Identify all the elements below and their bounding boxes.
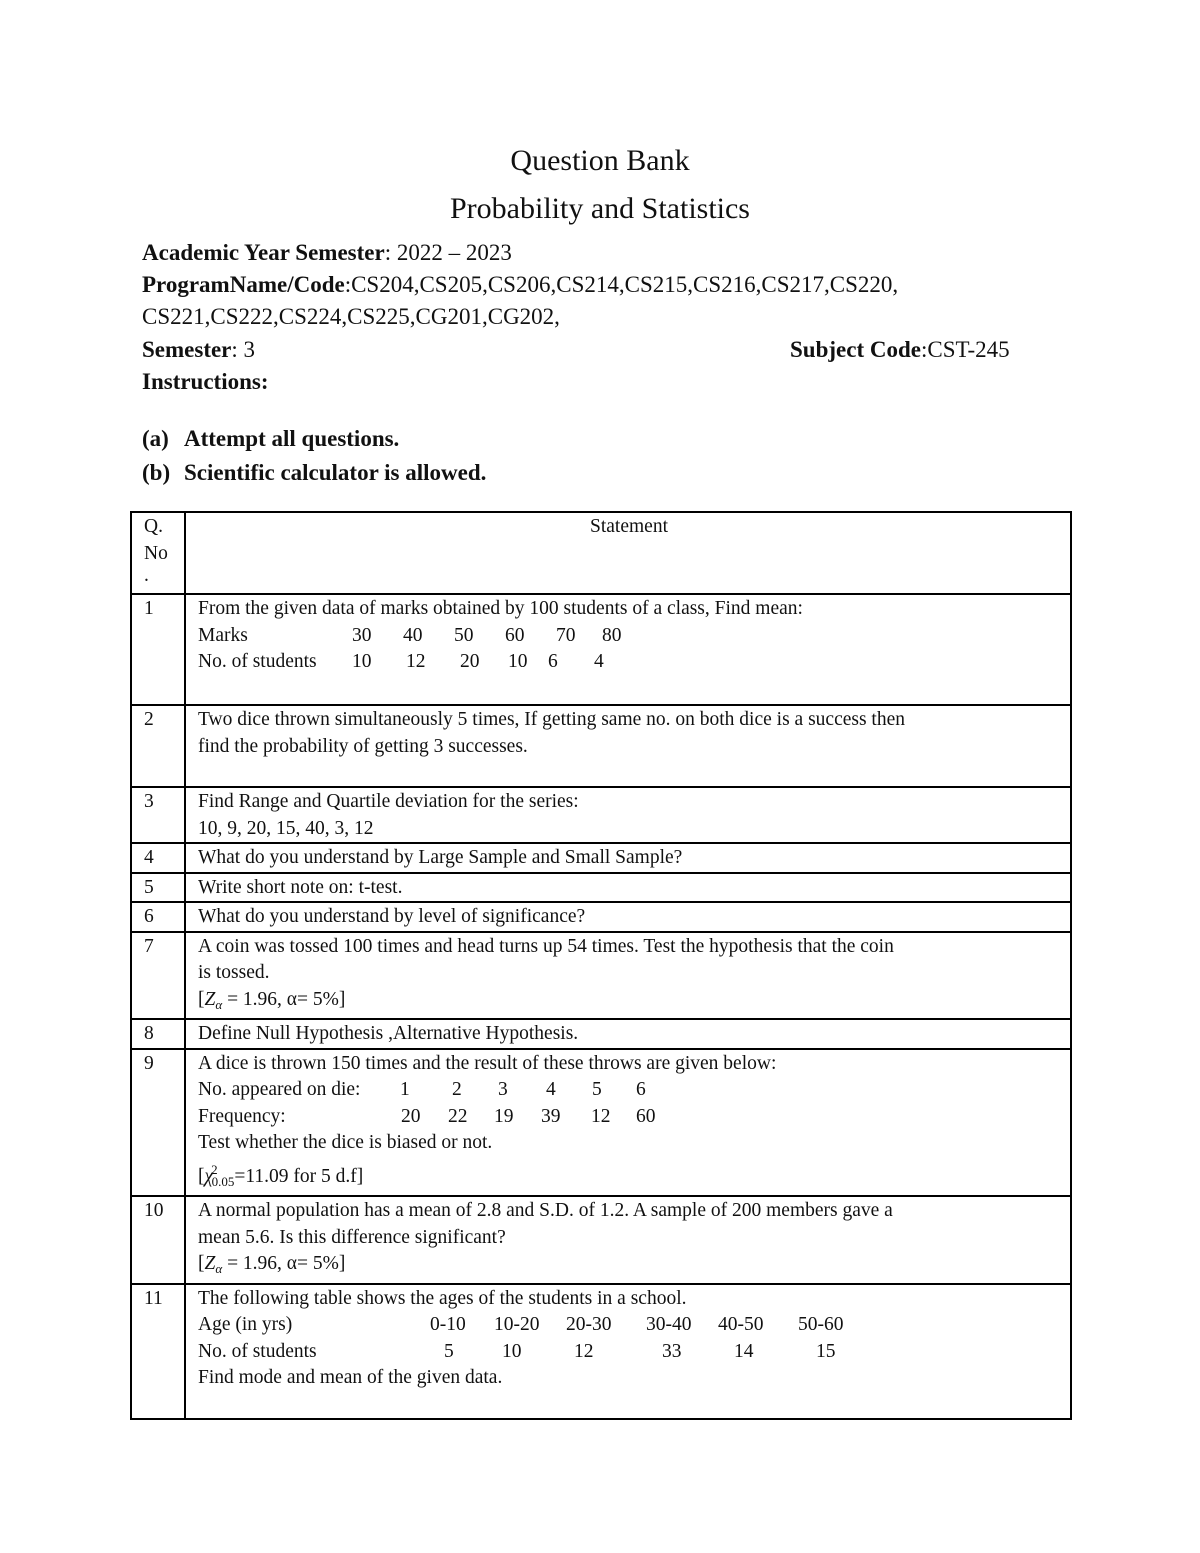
q-statement	[185, 1196, 1071, 1284]
table-row	[131, 1196, 1071, 1284]
q11-age-value: 20-30	[566, 1314, 612, 1335]
q9-die-value: 2	[452, 1079, 462, 1100]
chi-superscript: 2	[211, 1161, 218, 1177]
q9-frequency-value: 22	[448, 1105, 468, 1127]
q-statement	[185, 705, 1071, 787]
semester-line	[142, 333, 255, 366]
program-label: ProgramName/Code	[142, 272, 345, 297]
chi-symbol: χ	[204, 1165, 214, 1187]
instruction-a-label: (a)	[142, 426, 169, 451]
q1-marks-label: Marks	[198, 624, 248, 646]
q2-line-1: Two dice thrown simultaneously 5 times, If getting same no. on both dice is a success then	[198, 709, 905, 730]
q1-marks-value: 60	[505, 624, 525, 646]
z-symbol: Z	[204, 1253, 216, 1274]
academic-year-value: : 2022 – 2023	[384, 240, 512, 265]
q9-line-4: Test whether the dice is biased or not.	[198, 1132, 493, 1153]
q-statement	[185, 594, 1071, 705]
q11-age-row	[198, 1312, 1060, 1339]
q-statement	[185, 932, 1071, 1020]
q1-students-value: 6	[548, 651, 558, 672]
semester-label: Semester	[142, 337, 232, 362]
q9-frequency-value: 19	[494, 1105, 514, 1127]
instruction-b	[142, 460, 486, 486]
q10-line-1: A normal population has a mean of 2.8 and S.D. of 1.2. A sample of 200 members gave a	[198, 1200, 893, 1221]
q11-age-value: 0-10	[430, 1314, 466, 1335]
q9-line-1: A dice is thrown 150 times and the result of these throws are given below:	[198, 1052, 777, 1074]
q1-marks-value: 80	[602, 624, 622, 646]
table-row	[131, 787, 1071, 843]
q11-age-value: 30-40	[646, 1314, 692, 1335]
q11-line-1: The following table shows the ages of the students in a school.	[198, 1287, 687, 1309]
q-number: 10	[131, 1196, 185, 1284]
q9-die-label: No. appeared on die:	[198, 1079, 361, 1100]
q9-die-value: 4	[546, 1079, 556, 1100]
q11-students-value: 15	[816, 1340, 836, 1362]
q3-line-1: Find Range and Quartile deviation for the series:	[198, 791, 579, 812]
q7-line-1: A coin was tossed 100 times and head turns up 54 times. Test the hypothesis that the coin	[198, 935, 894, 957]
question-table	[130, 511, 1072, 1420]
q11-students-label: No. of students	[198, 1340, 317, 1362]
q-statement: Write short note on: t-test.	[185, 873, 1071, 903]
header-qno-line-2: No	[144, 542, 168, 564]
q11-age-value: 10-20	[494, 1314, 540, 1335]
q-number: 1	[131, 594, 185, 705]
q9-die-value: 6	[636, 1079, 646, 1100]
q-statement	[185, 787, 1071, 843]
q11-age-label: Age (in yrs)	[198, 1314, 293, 1335]
table-row	[131, 873, 1071, 903]
table-row	[131, 1049, 1071, 1197]
semester-value: : 3	[231, 337, 256, 362]
q9-die-value: 3	[498, 1079, 508, 1100]
q1-marks-value: 40	[403, 624, 423, 646]
q9-die-row	[198, 1077, 1060, 1104]
academic-year-line	[142, 236, 512, 269]
instruction-a	[142, 426, 399, 452]
instruction-b-text: Scientific calculator is allowed.	[184, 460, 487, 485]
table-header-row	[131, 512, 1071, 594]
document-subtitle: Probability and Statistics	[450, 192, 750, 225]
z-subscript: α	[215, 1261, 223, 1276]
table-row	[131, 843, 1071, 873]
z-symbol: Z	[204, 988, 216, 1010]
header-qno-line-1: Q.	[144, 516, 163, 537]
q1-students-label: No. of students	[198, 651, 317, 672]
q1-marks-value: 70	[556, 624, 576, 646]
q-number: 11	[131, 1284, 185, 1419]
q1-text: From the given data of marks obtained by 100 students of a class, Find mean:	[198, 598, 803, 619]
q-number: 3	[131, 787, 185, 843]
q7-formula: [$Z_\alpha = 1.96$, α= 5%]	[198, 988, 346, 1012]
q11-age-value: 50-60	[798, 1314, 844, 1335]
q9-frequency-value: 39	[541, 1105, 561, 1127]
q-number: 4	[131, 843, 185, 873]
q11-students-value: 33	[662, 1340, 682, 1362]
q9-formula-rest: =11.09 for 5 d.f]	[234, 1165, 364, 1187]
program-value-1: :CS204,CS205,CS206,CS214,CS215,CS216,CS217,CS220,	[344, 272, 899, 297]
document-title: Question Bank	[510, 144, 690, 177]
q3-line-2: 10, 9, 20, 15, 40, 3, 12	[198, 817, 374, 839]
q-statement: Define Null Hypothesis ,Alternative Hypothesis.	[185, 1019, 1071, 1049]
q11-line-4: Find mode and mean of the given data.	[198, 1367, 503, 1388]
q7-line-2: is tossed.	[198, 962, 270, 983]
q11-students-value: 14	[734, 1340, 754, 1362]
q9-formula: [$\chi^2_{0.05}=11.09$ for 5 d.f]	[198, 1161, 364, 1189]
q9-frequency-row	[198, 1104, 1060, 1131]
q10-line-2: mean 5.6. Is this difference significant?	[198, 1226, 506, 1248]
q11-students-value: 10	[502, 1340, 522, 1362]
table-row	[131, 902, 1071, 932]
academic-year-label: Academic Year Semester	[142, 240, 385, 265]
q-statement: What do you understand by level of significance?	[185, 902, 1071, 932]
q1-marks-row	[198, 623, 1060, 650]
instruction-a-text: Attempt all questions.	[184, 426, 400, 451]
subject-code-label: Subject Code	[790, 337, 921, 362]
table-row	[131, 1284, 1071, 1419]
q11-students-value: 5	[444, 1340, 454, 1362]
q9-die-value: 1	[400, 1079, 410, 1100]
q7-formula-rest: = 1.96, α= 5%]	[227, 988, 346, 1010]
q9-frequency-value: 20	[401, 1105, 421, 1127]
table-row	[131, 705, 1071, 787]
q11-age-value: 40-50	[718, 1314, 764, 1335]
header-statement-cell: Statement	[185, 512, 1071, 594]
table-row	[131, 1019, 1071, 1049]
subject-code-value: :CST-245	[920, 337, 1010, 362]
q-number: 9	[131, 1049, 185, 1197]
program-value-2: CS221,CS222,CS224,CS225,CG201,CG202,	[142, 304, 560, 329]
q-statement	[185, 1284, 1071, 1419]
q1-students-value: 20	[460, 651, 480, 672]
z-subscript: α	[215, 996, 223, 1012]
subject-code-line	[790, 333, 1010, 366]
q1-students-value: 10	[352, 651, 372, 672]
instruction-b-label: (b)	[142, 460, 171, 485]
q11-students-value: 12	[574, 1340, 594, 1362]
table-row	[131, 594, 1071, 705]
header-qno-line-3: .	[144, 565, 149, 586]
q-number: 7	[131, 932, 185, 1020]
q1-marks-value: 30	[352, 624, 372, 646]
program-line-2	[142, 300, 560, 333]
q2-line-2: find the probability of getting 3 successes.	[198, 735, 528, 757]
q11-students-row	[198, 1339, 1060, 1366]
table-row	[131, 932, 1071, 1020]
q1-students-value: 4	[594, 651, 604, 672]
q1-marks-value: 50	[454, 624, 474, 646]
q10-formula: [$Z_\alpha = 1.96$, α= 5%]	[198, 1253, 346, 1276]
q9-frequency-value: 60	[636, 1105, 656, 1127]
q10-formula-rest: = 1.96, α= 5%]	[227, 1253, 346, 1274]
q-number: 6	[131, 902, 185, 932]
q-statement	[185, 1049, 1071, 1197]
q-number: 5	[131, 873, 185, 903]
chi-subscript: 0.05	[211, 1173, 235, 1189]
q-statement: What do you understand by Large Sample and Small Sample?	[185, 843, 1071, 873]
q1-students-row	[198, 649, 1060, 676]
q-number: 8	[131, 1019, 185, 1049]
q1-students-value: 10	[508, 651, 528, 672]
q1-students-value: 12	[406, 651, 426, 672]
q9-frequency-label: Frequency:	[198, 1105, 286, 1127]
program-line-1	[142, 268, 898, 301]
q-number: 2	[131, 705, 185, 787]
q9-die-value: 5	[592, 1079, 602, 1100]
instructions-heading: Instructions:	[142, 369, 269, 394]
header-qno-cell	[131, 512, 185, 594]
q9-frequency-value: 12	[591, 1105, 611, 1127]
